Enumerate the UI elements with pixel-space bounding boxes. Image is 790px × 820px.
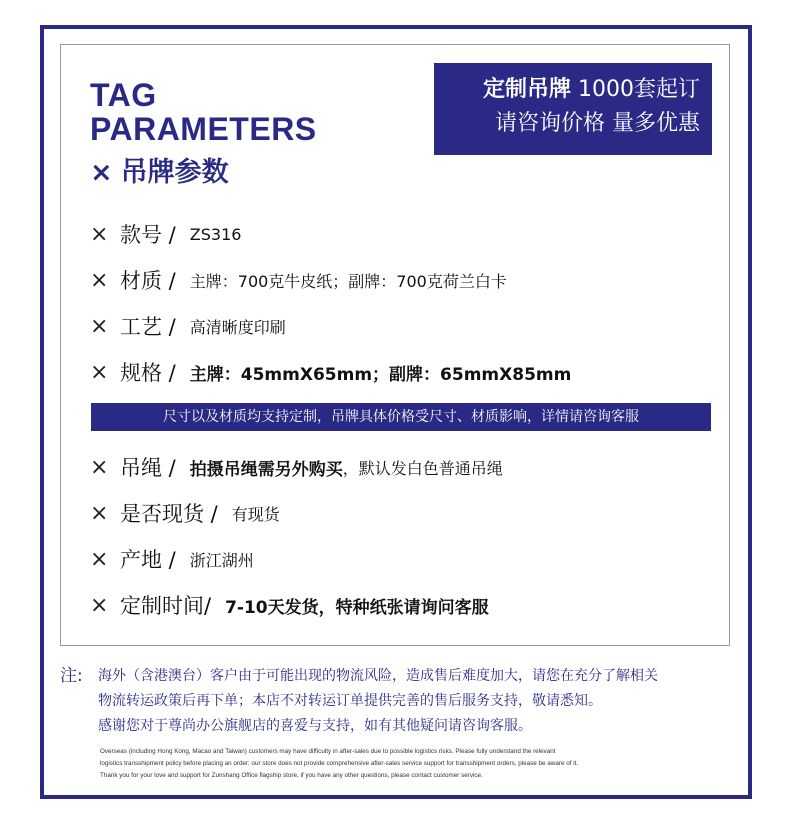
param-row-string [90,452,503,482]
param-label: 产地 / [120,548,176,572]
fine-line: Overseas (including Hong Kong, Macao and Taiwan) customers may have difficulty in after-sales due to possible logistics risks. Please fully understand the relevant [100,748,556,755]
param-label: 定制时间/ [120,594,212,618]
param-row-craft [90,311,286,341]
notice-line: 感谢您对于尊尚办公旗舰店的喜爱与支持，如有其他疑问请咨询客服。 [98,718,532,734]
cross-icon: × [90,157,113,188]
param-label: 款号 / [120,223,176,247]
param-row-origin [90,544,254,574]
param-row-material [90,265,507,295]
param-label: 规格 / [120,361,176,385]
promo-rest: 1000套起订 [571,77,700,102]
param-value-bold: 拍摄吊绳需另外购买 [189,459,343,480]
notice-section [60,664,740,739]
param-row-leadtime [90,590,489,620]
param-value: 主牌：45mmX65mm；副牌：65mmX85mm [189,364,572,385]
param-value: ZS316 [189,224,242,244]
title-zh-text: 吊牌参数 [120,157,229,188]
param-label: 吊绳 / [120,456,176,480]
param-label: 工艺 / [120,315,176,339]
notice-lines [98,664,740,739]
promo-line2: 请咨询价格 量多优惠 [495,111,700,136]
title-en-line1: TAG [90,77,157,113]
fine-line: logistics transshipment policy before placing an order; our store does not provide comprehensive after-sales service support for transshipment orders, please be aware of it. [100,760,579,767]
param-value: 有现货 [231,504,280,524]
param-label: 是否现货 / [120,502,218,526]
promo-bold: 定制吊牌 [483,77,572,102]
param-value: ，默认发白色普通吊绳 [342,458,503,478]
param-row-stock [90,498,280,528]
param-row-model [90,219,241,249]
cross-icon: × [90,267,109,293]
cross-icon: × [90,546,109,572]
cross-icon: × [90,592,109,618]
param-value: 7-10天发货，特种纸张请询问客服 [225,597,489,618]
customization-banner: 尺寸以及材质均支持定制，吊牌具体价格受尺寸、材质影响，详情请咨询客服 [91,403,711,431]
param-value: 浙江湖州 [189,550,254,570]
notice-line: 物流转运政策后再下单；本店不对转运订单提供完善的售后服务支持，敬请悉知。 [98,693,602,709]
page-title-zh [90,156,229,190]
fine-line: Thank you for your love and support for Zunshang Office flagship store, if you have any other questions, please contact customer service. [100,772,483,779]
param-row-size [90,357,571,387]
cross-icon: × [90,500,109,526]
param-label: 材质 / [120,269,176,293]
cross-icon: × [90,454,109,480]
param-value: 主牌：700克牛皮纸；副牌：700克荷兰白卡 [189,271,507,291]
notice-line: 海外（含港澳台）客户由于可能出现的物流风险，造成售后难度加大，请您在充分了解相关 [98,668,658,684]
cross-icon: × [90,359,109,385]
title-en-line2: PARAMETERS [90,111,317,147]
cross-icon: × [90,313,109,339]
promo-line1 [434,73,700,107]
notice-lead: 注: [60,666,83,686]
param-value: 高清晰度印刷 [189,317,286,337]
page-title-en [90,78,317,146]
cross-icon: × [90,221,109,247]
notice-fine-print [100,746,730,782]
promo-box [434,63,712,155]
